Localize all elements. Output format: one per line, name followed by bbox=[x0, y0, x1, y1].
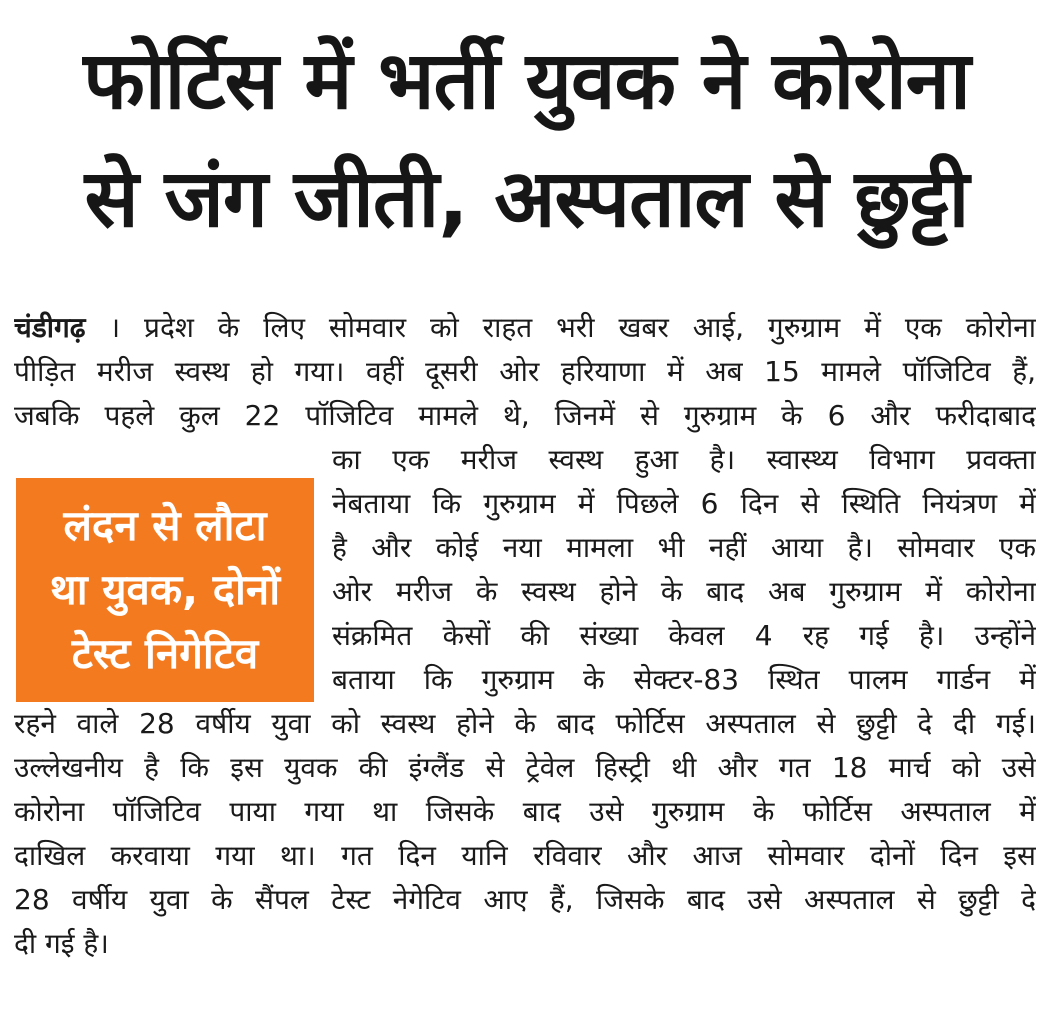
article-line bbox=[14, 306, 1036, 350]
article-line: का एक मरीज स्वस्थ हुआ है। स्वास्थ्य विभाग प्रवक्ता bbox=[332, 443, 1036, 476]
article-line: ओर मरीज के स्वस्थ होने के बाद अब गुरुग्राम में कोरोना bbox=[332, 575, 1036, 608]
headline bbox=[0, 22, 1053, 258]
article-line: बताया कि गुरुग्राम के सेक्टर-83 स्थित पालम गार्डन में bbox=[332, 663, 1036, 696]
callout-line-2: था युवक, दोनों bbox=[49, 565, 281, 614]
article-line: रहने वाले 28 वर्षीय युवा को स्वस्थ होने के बाद फोर्टिस अस्पताल से छुट्टी दे दी गई। bbox=[14, 707, 1036, 740]
callout-line-3: टेस्ट निगेटिव bbox=[71, 629, 259, 678]
article-line: है और कोई नया मामला भी नहीं आया है। सोमवार एक bbox=[332, 531, 1036, 564]
article-line: पीड़ित मरीज स्वस्थ हो गया। वहीं दूसरी ओर हरियाणा में अब 15 मामले पॉजिटिव हैं, bbox=[14, 355, 1036, 388]
headline-line-1: फोर्टिस में भर्ती युवक ने कोरोना bbox=[83, 34, 970, 127]
article-line: कोरोना पॉजिटिव पाया गया था जिसके बाद उसे गुरुग्राम के फोर्टिस अस्पताल में bbox=[14, 795, 1036, 828]
article-line-text: । प्रदेश के लिए सोमवार को राहत भरी खबर आई, गुरुग्राम में एक कोरोना bbox=[85, 311, 1036, 344]
article-line: संक्रमित केसों की संख्या केवल 4 रह गई है। उन्होंने bbox=[332, 619, 1036, 652]
dateline: चंडीगढ़ bbox=[14, 311, 86, 344]
article-line: नेबताया कि गुरुग्राम में पिछले 6 दिन से स्थिति नियंत्रण में bbox=[332, 487, 1036, 520]
headline-line-2: से जंग जीती, अस्पताल से छुट्टी bbox=[84, 152, 969, 245]
article-body bbox=[14, 306, 1036, 966]
article-line: जबकि पहले कुल 22 पॉजिटिव मामले थे, जिनमें से गुरुग्राम के 6 और फरीदाबाद bbox=[14, 399, 1036, 432]
article-line: दी गई है। bbox=[14, 927, 109, 960]
article-line: दाखिल करवाया गया था। गत दिन यानि रविवार और आज सोमवार दोनों दिन इस bbox=[14, 839, 1036, 872]
article-line: उल्लेखनीय है कि इस युवक की इंग्लैंड से ट्रेवेल हिस्ट्री थी और गत 18 मार्च को उसे bbox=[14, 751, 1036, 784]
article-line: 28 वर्षीय युवा के सैंपल टेस्ट नेगेटिव आए हैं, जिसके बाद उसे अस्पताल से छुट्टी दे bbox=[14, 883, 1036, 916]
callout-line-1: लंदन से लौटा bbox=[63, 501, 267, 550]
